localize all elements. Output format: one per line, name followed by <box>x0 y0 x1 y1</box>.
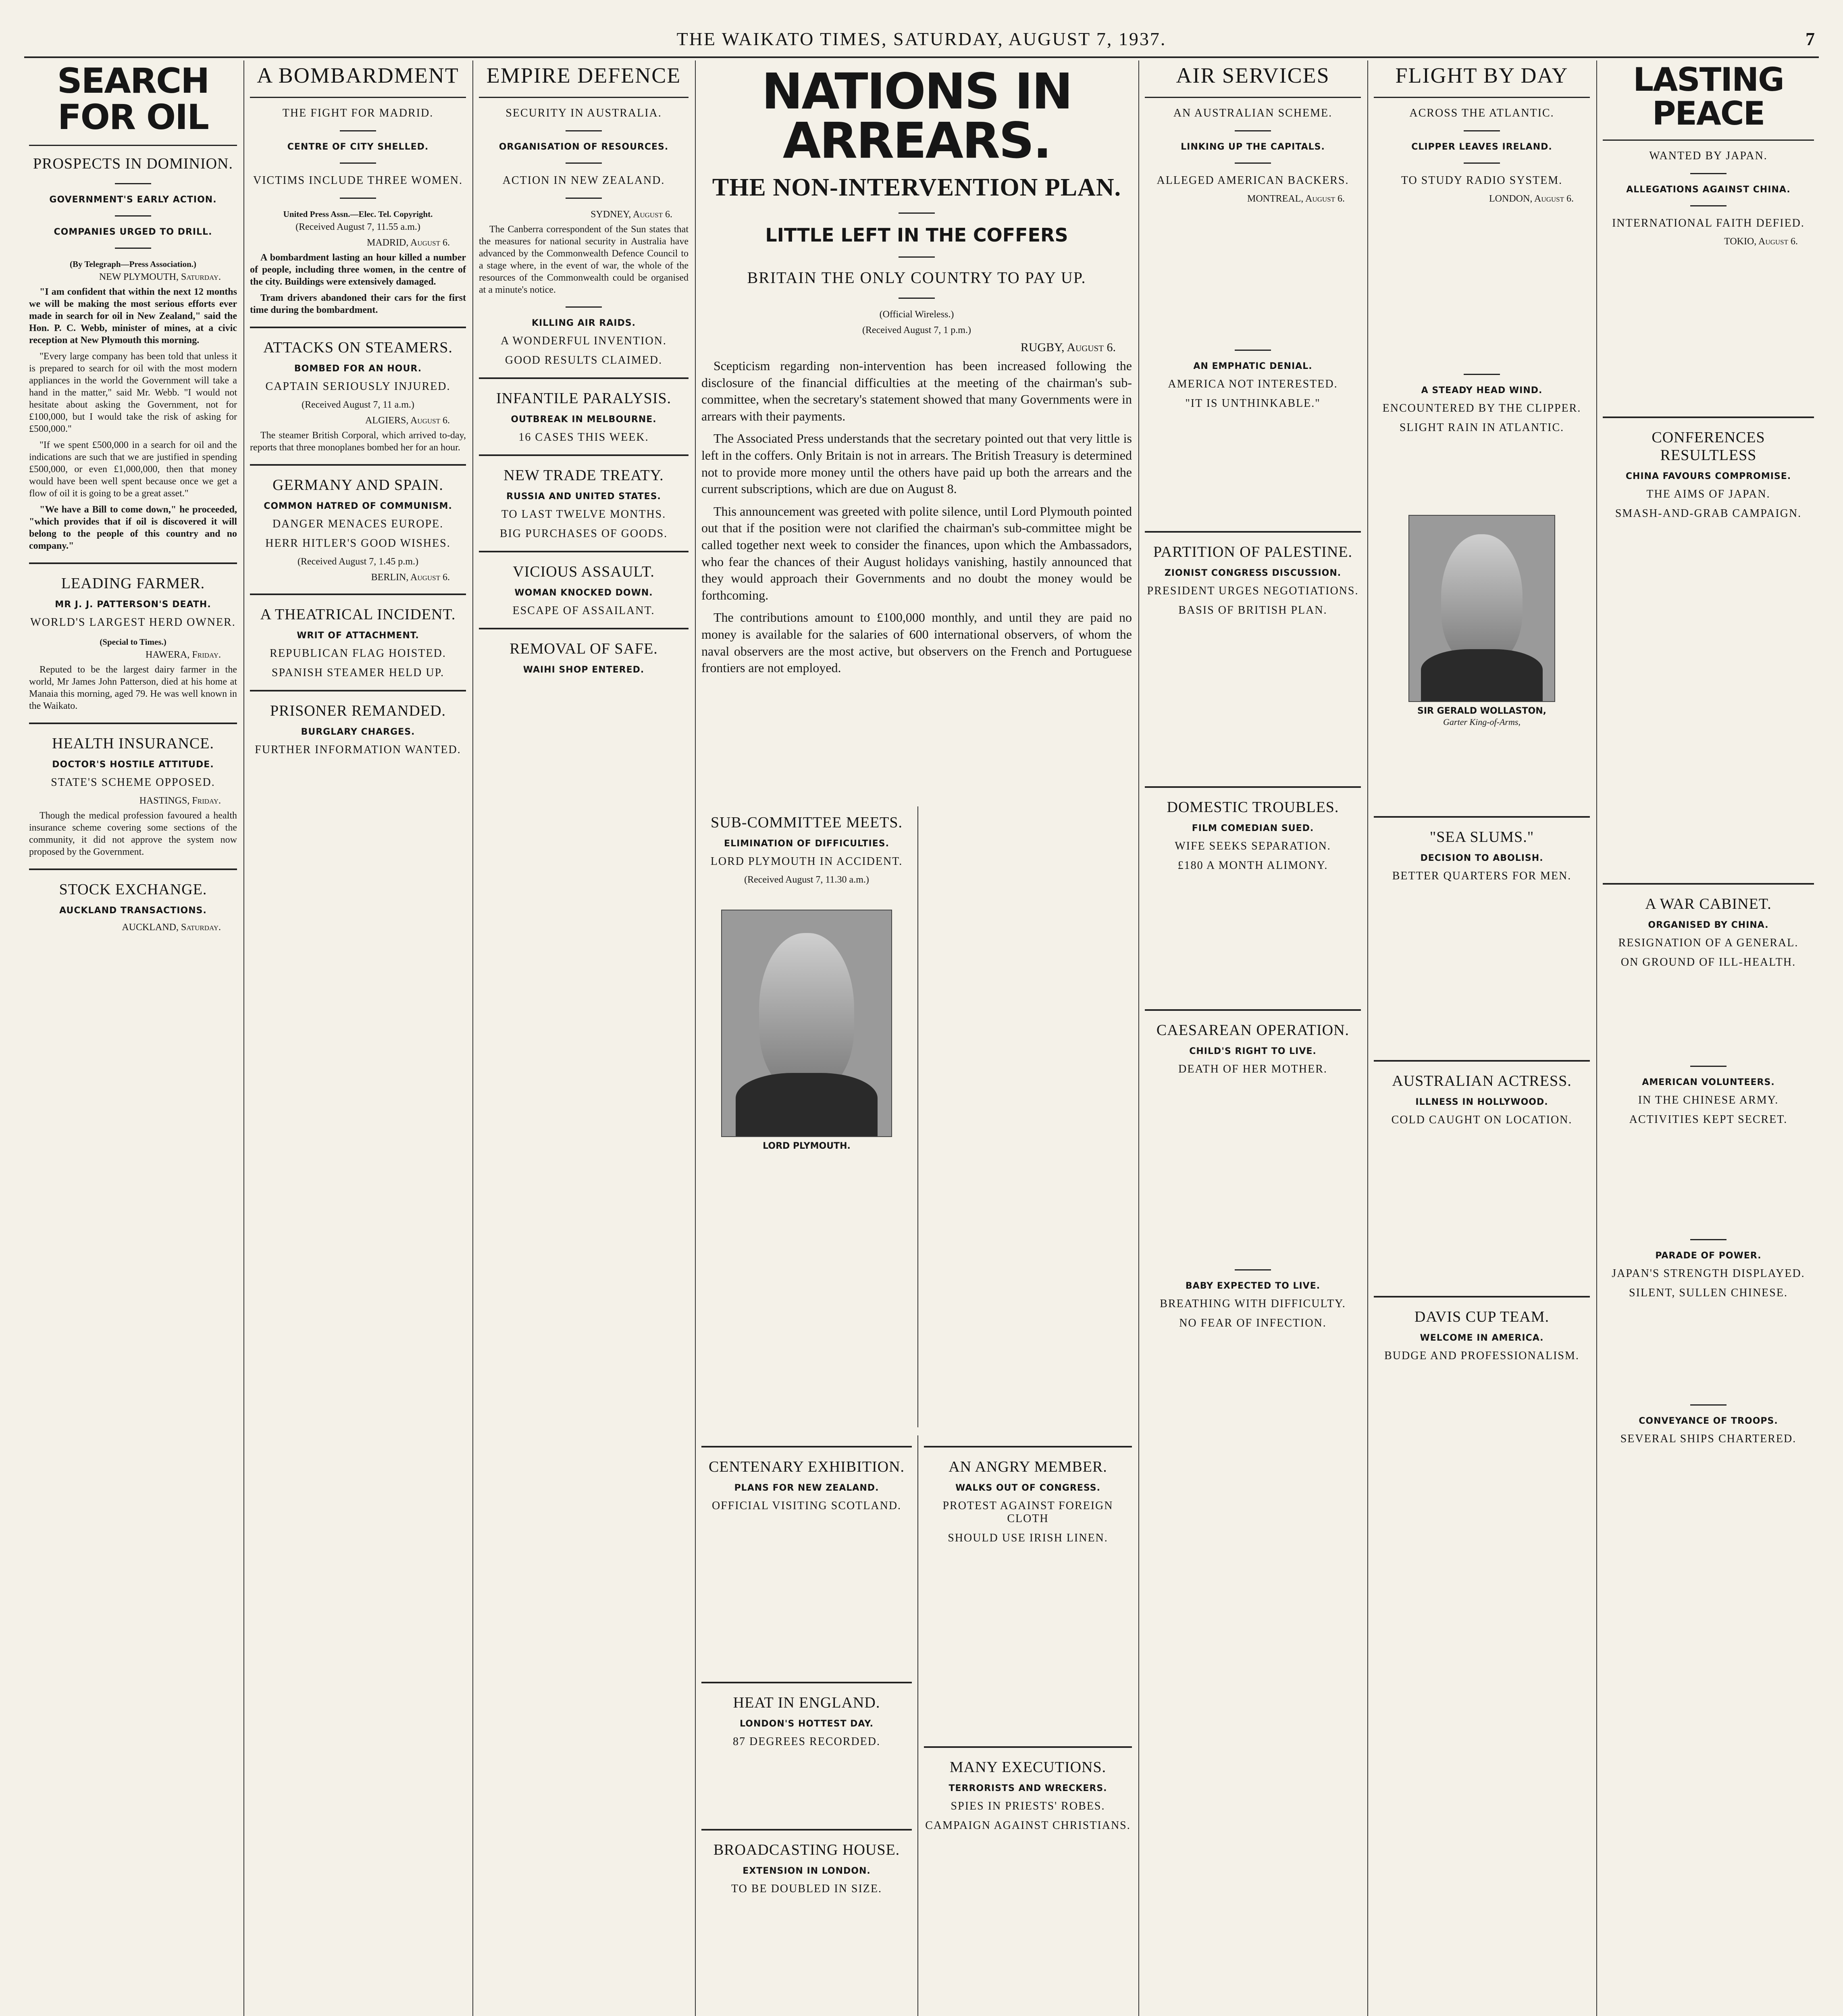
section-divider <box>701 1829 912 1831</box>
deck: PARADE OF POWER. <box>1655 1251 1762 1261</box>
photo-caption-title: Garter King-of-Arms, <box>1443 717 1521 727</box>
article-paragraph: Though the medical profession favoured a health insurance scheme covering some sections of the community, it did not approve the system now proposed by the Government. <box>29 810 237 857</box>
deck: EXTENSION IN LONDON. <box>743 1866 871 1876</box>
article-paragraph: The steamer British Corporal, which arrived to-day, reports that three monoplanes bombed her for an hour. <box>250 430 466 453</box>
section-divider <box>29 723 237 724</box>
subcolumn-centenary <box>697 1435 917 2016</box>
divider <box>566 130 602 131</box>
deck: TO STUDY RADIO SYSTEM. <box>1401 174 1563 187</box>
column-search-for-oil <box>24 60 242 2016</box>
deck: 16 CASES THIS WEEK. <box>518 431 649 444</box>
dateline: MADRID, August 6. <box>366 237 450 248</box>
deck: BABY EXPECTED TO LIVE. <box>1185 1281 1321 1291</box>
deck: GOOD RESULTS CLAIMED. <box>505 354 663 367</box>
deck: CLIPPER LEAVES IRELAND. <box>1411 142 1552 152</box>
deck: ENCOUNTERED BY THE CLIPPER. <box>1382 402 1581 414</box>
deck: DOCTOR'S HOSTILE ATTITUDE. <box>52 759 214 770</box>
deck: CHILD'S RIGHT TO LIVE. <box>1189 1046 1317 1056</box>
column-rule <box>243 60 244 2016</box>
deck: 87 DEGREES RECORDED. <box>733 1735 880 1748</box>
subheadline: THE NON-INTERVENTION PLAN. <box>712 174 1121 201</box>
deck: ACTION IN NEW ZEALAND. <box>502 174 665 187</box>
deck: CENTRE OF CITY SHELLED. <box>287 142 429 152</box>
section-divider <box>479 551 689 552</box>
section-divider <box>29 562 237 564</box>
divider <box>899 298 935 299</box>
section-headline: "SEA SLUMS." <box>1429 829 1534 846</box>
deck: COLD CAUGHT ON LOCATION. <box>1391 1114 1573 1126</box>
credit-line: United Press Assn.—Elec. Tel. Copyright. <box>283 209 433 219</box>
section-headline: CONFERENCES RESULTLESS <box>1652 429 1765 464</box>
dateline: RUGBY, August 6. <box>1020 341 1116 354</box>
deck: ILLNESS IN HOLLYWOOD. <box>1415 1097 1548 1107</box>
deck: PRESIDENT URGES NEGOTIATIONS. <box>1147 585 1359 597</box>
portrait-photo <box>721 910 892 1137</box>
photo-caption: SIR GERALD WOLLASTON, <box>1417 706 1546 716</box>
received-line: (Received August 7, 1.45 p.m.) <box>297 556 418 567</box>
divider <box>1690 1404 1727 1406</box>
deck: OUTBREAK IN MELBOURNE. <box>511 414 657 425</box>
deck: WALKS OUT OF CONGRESS. <box>955 1483 1100 1493</box>
section-divider <box>1603 883 1814 885</box>
divider <box>899 212 935 214</box>
portrait-face <box>1441 534 1523 664</box>
column-rule <box>695 60 696 2016</box>
section-divider <box>250 327 466 328</box>
deck: BURGLARY CHARGES. <box>301 727 415 737</box>
deck: AMERICAN VOLUNTEERS. <box>1642 1077 1775 1087</box>
deck: INTERNATIONAL FAITH DEFIED. <box>1612 217 1805 229</box>
deck: SMASH-AND-GRAB CAMPAIGN. <box>1615 507 1802 520</box>
headline: A BOMBARDMENT <box>257 63 459 87</box>
deck: TERRORISTS AND WRECKERS. <box>949 1783 1107 1793</box>
section-divider <box>1145 786 1361 788</box>
deck: ELIMINATION OF DIFFICULTIES. <box>724 839 889 849</box>
section-divider <box>479 377 689 379</box>
article-paragraph: Scepticism regarding non-intervention has been increased following the disclosure of the financial difficulties at the meeting of the chairman's sub-committee, when the secretary's statement showed that many Governments were in arrears with their payments. <box>701 358 1132 423</box>
section-divider <box>1374 816 1590 818</box>
deck: SILENT, SULLEN CHINESE. <box>1629 1287 1788 1299</box>
section-divider <box>1374 1296 1590 1297</box>
deck: BOMBED FOR AN HOUR. <box>294 364 422 374</box>
section-headline: SUB-COMMITTEE MEETS. <box>711 814 903 831</box>
section-headline: REMOVAL OF SAFE. <box>510 640 658 657</box>
headline: SEARCH FOR OIL <box>57 61 209 138</box>
section-headline: VICIOUS ASSAULT. <box>513 563 655 580</box>
column-rule <box>917 806 918 1427</box>
deck: ON GROUND OF ILL-HEALTH. <box>1620 956 1796 968</box>
dateline: BERLIN, August 6. <box>371 572 450 583</box>
section-headline: A WAR CABINET. <box>1645 896 1772 912</box>
headline: AIR SERVICES <box>1176 63 1330 87</box>
deck: JAPAN'S STRENGTH DISPLAYED. <box>1612 1267 1805 1280</box>
subheadline: AN AUSTRALIAN SCHEME. <box>1173 107 1333 119</box>
section-headline: CAESAREAN OPERATION. <box>1156 1022 1350 1039</box>
deck: CHINA FAVOURS COMPROMISE. <box>1625 471 1791 481</box>
deck: PLANS FOR NEW ZEALAND. <box>734 1483 879 1493</box>
section-headline: ATTACKS ON STEAMERS. <box>263 339 453 356</box>
deck: WAIHI SHOP ENTERED. <box>523 665 645 675</box>
deck: MR J. J. PATTERSON'S DEATH. <box>55 599 211 610</box>
column-flight-by-day <box>1369 60 1595 2016</box>
article-paragraph: The Canberra correspondent of the Sun states that the measures for national security in Australia have advanced by the Commonwealth Defence Council to a stage where, in the event of war, the whole of the resources of the Commonwealth could be organised at a minute's notice. <box>479 224 689 295</box>
received-line: (Received August 7, 11.30 a.m.) <box>744 875 869 885</box>
deck: CAPTAIN SERIOUSLY INJURED. <box>265 380 451 393</box>
article-paragraph: The Associated Press understands that the secretary pointed out that very little is left in the coffers. Only Britain is not in arrears. The British Treasury is determined not to provide more money until the others have paid up both the arrears and the current subscriptions, which are due on August 8. <box>701 431 1132 496</box>
subcolumn-sub-committee <box>697 806 917 1431</box>
dateline: TOKIO, August 6. <box>1724 236 1798 247</box>
deck: REPUBLICAN FLAG HOISTED. <box>270 647 446 660</box>
deck: VICTIMS INCLUDE THREE WOMEN. <box>253 174 463 187</box>
deck: WOMAN KNOCKED DOWN. <box>514 588 653 598</box>
subheadline: THE FIGHT FOR MADRID. <box>282 107 434 119</box>
divider <box>1464 162 1500 164</box>
deck: SPIES IN PRIESTS' ROBES. <box>951 1800 1105 1812</box>
deck: WELCOME IN AMERICA. <box>1420 1333 1544 1343</box>
section-headline: STOCK EXCHANGE. <box>59 881 207 898</box>
divider <box>1603 140 1814 141</box>
subheadline: WANTED BY JAPAN. <box>1649 150 1768 162</box>
section-divider <box>701 1682 912 1683</box>
deck: LORD PLYMOUTH IN ACCIDENT. <box>710 855 903 868</box>
subheadline: SECURITY IN AUSTRALIA. <box>505 107 662 119</box>
deck: BETTER QUARTERS FOR MEN. <box>1392 870 1572 882</box>
divider <box>479 97 689 98</box>
section-headline: BROADCASTING HOUSE. <box>713 1841 900 1858</box>
masthead <box>24 28 1819 58</box>
divider <box>340 130 376 131</box>
deck: COMPANIES URGED TO DRILL. <box>54 227 212 237</box>
dateline: HASTINGS, Friday. <box>139 795 221 806</box>
divider <box>1690 1239 1727 1240</box>
divider <box>1690 205 1727 206</box>
divider <box>899 256 935 258</box>
divider <box>29 145 237 146</box>
deck: SHOULD USE IRISH LINEN. <box>948 1532 1108 1544</box>
credit-line: (Official Wireless.) <box>879 309 954 320</box>
deck: SLIGHT RAIN IN ATLANTIC. <box>1399 421 1564 434</box>
section-headline: HEALTH INSURANCE. <box>52 735 214 752</box>
portrait-photo <box>1408 515 1555 702</box>
divider <box>115 215 151 217</box>
article-paragraph: This announcement was greeted with polite silence, until Lord Plymouth pointed out that if the position were not clarified the chairman's sub-committee might be called together next week to consider the finances, upon which the Ambassadors, who fear the chances of their August holidays vanishing, hastily announced that they would approach their Governments and no doubt the money would be forthcoming. <box>701 504 1132 602</box>
deck: DANGER MENACES EUROPE. <box>272 518 444 530</box>
section-headline: GERMANY AND SPAIN. <box>272 477 443 494</box>
divider <box>340 198 376 199</box>
section-headline: PARTITION OF PALESTINE. <box>1153 544 1352 560</box>
section-divider <box>250 594 466 595</box>
deck: TO BE DOUBLED IN SIZE. <box>731 1883 882 1895</box>
deck: ALLEGED AMERICAN BACKERS. <box>1157 174 1349 187</box>
divider <box>115 248 151 249</box>
section-divider <box>479 628 689 629</box>
section-divider <box>1603 417 1814 418</box>
headline: FLIGHT BY DAY <box>1395 63 1568 87</box>
section-divider <box>479 454 689 456</box>
divider <box>566 198 602 199</box>
section-divider <box>924 1746 1132 1748</box>
masthead-title: THE WAIKATO TIMES, SATURDAY, AUGUST 7, 1937. <box>676 29 1167 49</box>
deck: CONVEYANCE OF TROOPS. <box>1639 1416 1778 1426</box>
deck: NO FEAR OF INFECTION. <box>1179 1317 1327 1329</box>
deck: A WONDERFUL INVENTION. <box>501 335 667 347</box>
divider <box>566 162 602 164</box>
subheadline: PROSPECTS IN DOMINION. <box>33 155 233 172</box>
article-paragraph: Reputed to be the largest dairy farmer in the world, Mr James John Patterson, died at his home at Manaia this morning, aged 79. He was well known in the Waikato. <box>29 664 237 711</box>
deck: COMMON HATRED OF COMMUNISM. <box>264 501 452 511</box>
deck: OFFICIAL VISITING SCOTLAND. <box>711 1500 902 1512</box>
deck: GOVERNMENT'S EARLY ACTION. <box>49 194 217 205</box>
column-rule <box>1367 60 1368 2016</box>
deck: SEVERAL SHIPS CHARTERED. <box>1620 1433 1797 1445</box>
divider <box>340 162 376 164</box>
divider <box>115 183 151 184</box>
credit-line: (By Telegraph—Press Association.) <box>69 259 197 269</box>
subheadline: ACROSS THE ATLANTIC. <box>1409 107 1554 119</box>
article-paragraph: A bombardment lasting an hour killed a number of people, including three women, in the centre of the city. Buildings were extensively damaged. <box>250 252 466 287</box>
column-lasting-peace <box>1598 60 1819 2016</box>
deck: STATE'S SCHEME OPPOSED. <box>51 776 215 789</box>
deck: LONDON'S HOTTEST DAY. <box>740 1719 874 1729</box>
column-rule <box>1138 60 1139 2016</box>
deck: ORGANISED BY CHINA. <box>1648 920 1769 930</box>
column-rule <box>472 60 473 2016</box>
deck: BIG PURCHASES OF GOODS. <box>499 527 668 540</box>
section-divider <box>701 1446 912 1447</box>
column-rule <box>1596 60 1597 2016</box>
dateline: AUCKLAND, Saturday. <box>122 922 221 933</box>
headline: EMPIRE DEFENCE <box>486 63 681 87</box>
deck: TO LAST TWELVE MONTHS. <box>501 508 666 521</box>
deck: RESIGNATION OF A GENERAL. <box>1618 937 1799 949</box>
deck: PROTEST AGAINST FOREIGN CLOTH <box>942 1500 1113 1525</box>
divider <box>1374 97 1590 98</box>
dateline: SYDNEY, August 6. <box>591 209 672 220</box>
deck: A STEADY HEAD WIND. <box>1421 385 1543 396</box>
article-paragraph: "If we spent £500,000 in a search for oil and the indications are such that we are justified in spending £500,000, or even £1,000,000, then that money would have been well spent because once we get a flow of oil it is going to be a great asset." <box>29 439 237 499</box>
column-air-services <box>1140 60 1366 2016</box>
divider <box>566 306 602 308</box>
page-number: 7 <box>1806 29 1815 49</box>
section-divider <box>29 868 237 870</box>
photo-caption: LORD PLYMOUTH. <box>763 1141 851 1151</box>
section-headline: CENTENARY EXHIBITION. <box>708 1458 905 1475</box>
deck: ZIONIST CONGRESS DISCUSSION. <box>1164 568 1342 578</box>
subcolumn-angry-member <box>919 1435 1137 2016</box>
section-headline: LEADING FARMER. <box>61 575 205 592</box>
divider <box>250 97 466 98</box>
deck: £180 A MONTH ALIMONY. <box>1177 859 1328 872</box>
divider <box>1464 130 1500 131</box>
deck: RUSSIA AND UNITED STATES. <box>506 492 661 502</box>
dateline: MONTREAL, August 6. <box>1247 194 1345 204</box>
portrait-coat <box>1421 649 1543 701</box>
dateline: LONDON, August 6. <box>1489 194 1574 204</box>
deck: AMERICA NOT INTERESTED. <box>1168 378 1338 390</box>
divider <box>1235 130 1271 131</box>
deck: DEATH OF HER MOTHER. <box>1178 1063 1327 1075</box>
deck: BREATHING WITH DIFFICULTY. <box>1160 1297 1346 1310</box>
deck: SPANISH STEAMER HELD UP. <box>271 666 445 679</box>
deck: CAMPAIGN AGAINST CHRISTIANS. <box>925 1819 1131 1832</box>
received-line: (Received August 7, 11.55 a.m.) <box>295 222 420 232</box>
article-paragraph: "I am confident that within the next 12 months we will be making the most serious efforts ever made in search for oil in New Zealand," said the Hon. P. C. Webb, minister of mines, at a civic reception at New Plymouth this morning. <box>29 286 237 346</box>
section-headline: DOMESTIC TROUBLES. <box>1167 799 1339 816</box>
deck: AN EMPHATIC DENIAL. <box>1193 361 1313 371</box>
deck: IN THE CHINESE ARMY. <box>1638 1094 1779 1106</box>
section-divider <box>1374 1060 1590 1062</box>
deck: "IT IS UNTHINKABLE." <box>1185 397 1321 410</box>
section-divider <box>1145 1009 1361 1011</box>
divider <box>1690 173 1727 174</box>
deck: KILLING AIR RAIDS. <box>531 318 636 328</box>
deck: FURTHER INFORMATION WANTED. <box>255 744 461 756</box>
deck: ALLEGATIONS AGAINST CHINA. <box>1626 185 1791 195</box>
deck: WORLD'S LARGEST HERD OWNER. <box>30 616 236 629</box>
subheadline: BRITAIN THE ONLY COUNTRY TO PAY UP. <box>747 269 1086 287</box>
section-divider <box>250 690 466 691</box>
column-bombardment <box>245 60 471 2016</box>
divider <box>1235 162 1271 164</box>
column-rule <box>917 1435 918 2016</box>
credit-line: (Special to Times.) <box>100 637 166 647</box>
article-paragraph: Tram drivers abandoned their cars for the first time during the bombardment. <box>250 293 466 315</box>
deck: FILM COMEDIAN SUED. <box>1192 823 1314 833</box>
received-line: (Received August 7, 11 a.m.) <box>302 400 414 410</box>
deck: WRIT OF ATTACHMENT. <box>297 631 419 641</box>
deck: DECISION TO ABOLISH. <box>1420 853 1543 863</box>
headline: LASTING PEACE <box>1633 61 1784 132</box>
deck: AUCKLAND TRANSACTIONS. <box>59 905 207 916</box>
deck: LINKING UP THE CAPITALS. <box>1181 142 1325 152</box>
divider <box>1235 350 1271 351</box>
dateline: HAWERA, Friday. <box>145 649 221 660</box>
dateline: ALGIERS, August 6. <box>365 415 450 426</box>
deck: ORGANISATION OF RESOURCES. <box>499 142 669 152</box>
section-headline: INFANTILE PARALYSIS. <box>496 390 672 407</box>
section-divider <box>1145 531 1361 533</box>
deck: BUDGE AND PROFESSIONALISM. <box>1384 1350 1579 1362</box>
received-line: (Received August 7, 1 p.m.) <box>862 325 971 335</box>
section-divider <box>924 1446 1132 1447</box>
deck: ACTIVITIES KEPT SECRET. <box>1629 1113 1788 1126</box>
headline: NATIONS IN ARREARS. <box>761 63 1072 169</box>
divider <box>1690 1066 1727 1067</box>
portrait-face <box>759 933 854 1091</box>
section-headline: DAVIS CUP TEAM. <box>1414 1308 1550 1325</box>
divider <box>1464 374 1500 375</box>
section-headline: A THEATRICAL INCIDENT. <box>260 606 456 623</box>
deck: WIFE SEEKS SEPARATION. <box>1175 840 1331 852</box>
deck: HERR HITLER'S GOOD WISHES. <box>265 537 451 550</box>
section-headline: AUSTRALIAN ACTRESS. <box>1392 1073 1572 1089</box>
deck: BASIS OF BRITISH PLAN. <box>1178 604 1327 616</box>
deck: ESCAPE OF ASSAILANT. <box>512 604 655 617</box>
section-headline: NEW TRADE TREATY. <box>503 467 664 484</box>
article-paragraph: "We have a Bill to come down," he proceeded, "which provides that if oil is discovered it will belong to the people of this country and no company." <box>29 504 237 551</box>
section-headline: MANY EXECUTIONS. <box>949 1759 1107 1776</box>
portrait-coat <box>736 1073 878 1136</box>
subheadline: LITTLE LEFT IN THE COFFERS <box>765 224 1068 246</box>
section-headline: PRISONER REMANDED. <box>270 702 446 719</box>
article-paragraph: The contributions amount to £100,000 monthly, and until they are paid no money is available for the salaries of 600 international observers, of whom the naval observers are the most active, but observers on the French and Portuguese frontiers are not employed. <box>701 610 1132 675</box>
divider <box>1235 1269 1271 1270</box>
deck: THE AIMS OF JAPAN. <box>1646 488 1770 500</box>
article-paragraph: "Every large company has been told that unless it is prepared to search for oil with the most modern appliances in the world the Government will take a hand in the matter," said Mr. Webb. "I would not hesitate about asking the Government, not for £100,000, but I would take the risk of asking for £500,000." <box>29 351 237 434</box>
divider <box>1145 97 1361 98</box>
column-empire-defence <box>474 60 693 2016</box>
section-headline: HEAT IN ENGLAND. <box>733 1694 880 1711</box>
dateline: NEW PLYMOUTH, Saturday. <box>99 271 221 282</box>
section-headline: AN ANGRY MEMBER. <box>949 1458 1107 1475</box>
section-divider <box>250 464 466 466</box>
